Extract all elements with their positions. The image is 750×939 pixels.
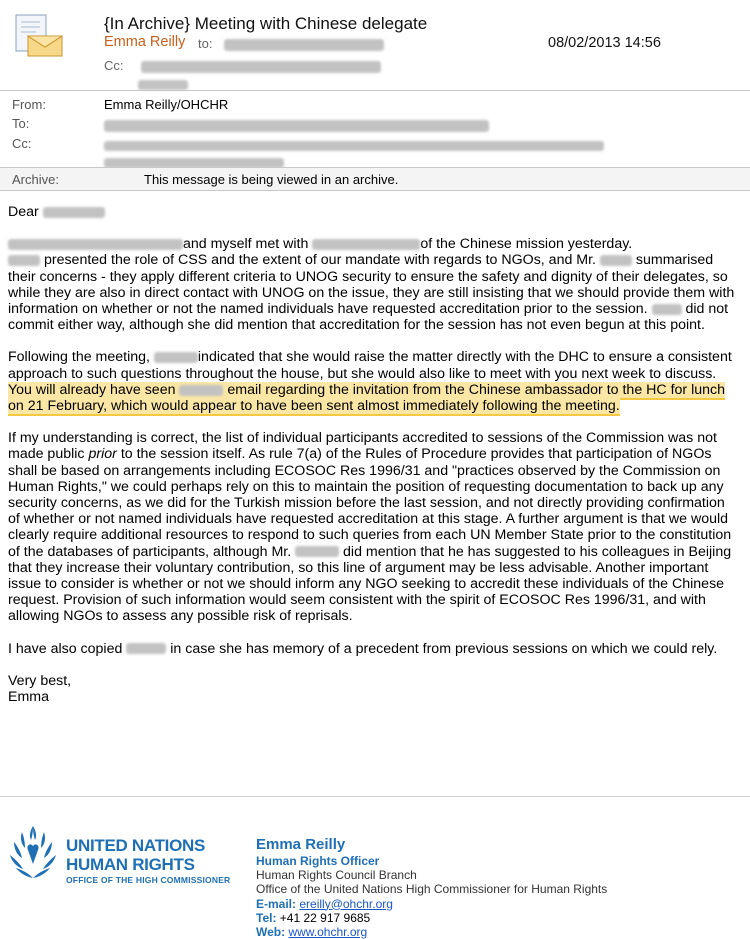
redacted-name [295,546,339,557]
message-header [0,0,750,90]
redacted-to [104,120,489,132]
logo-line-3: OFFICE OF THE HIGH COMMISSIONER [66,875,231,885]
message-date: 08/02/2013 14:56 [548,35,661,51]
to-field-label: To: [12,116,30,131]
cc-field-label: Cc: [12,136,32,151]
redacted-cc-2 [138,80,188,90]
signature-email-row: E-mail: ereilly@ohchr.org [256,896,393,911]
logo-line-1: UNITED NATIONS [66,836,206,855]
archive-banner [0,168,750,190]
redacted-name [652,304,682,315]
redacted-cc [141,61,381,73]
archive-label: Archive: [12,172,59,187]
email-link[interactable]: ereilly@ohchr.org [299,896,393,911]
from-label: From: [12,97,46,112]
cc-field-value [104,137,604,168]
redacted-name [126,643,166,654]
sender-name[interactable]: Emma Reilly [104,34,186,50]
signature-tel-row: Tel: +41 22 917 9685 [256,910,371,925]
signature-divider [0,796,750,797]
signature-web-row: Web: www.ohchr.org [256,925,368,939]
highlighted-text: You will already have seen email regarding the invitation from the Chinese ambassador to the HC for lunch on 21 February, which would appear to have been sent almost immediately following the meeting. [8,381,725,415]
redacted-name [154,352,198,363]
signature-block [256,836,607,939]
cc-label: Cc: [104,58,381,91]
redacted-name [600,255,632,266]
greeting: Dear [8,204,736,220]
un-emblem-icon [8,822,58,882]
signature-dept-1: Human Rights Council Branch [256,868,417,883]
from-value: Emma Reilly/OHCHR [104,97,229,112]
signature-name: Emma Reilly [256,836,346,853]
paragraph-4: I have also copied in case she has memory of a precedent from previous sessions on which we could rely. [8,640,718,657]
signature-title: Human Rights Officer [256,854,380,868]
envelope-icon [14,14,64,58]
paragraph-2: Following the meeting, indicated that she would raise the matter directly with the DHC to ensure a consistent approach to such questions throughout the house, but she would also like to meet with you next week to discuss. You will already have seen email regarding the invitation from the Chinese ambassador to the HC for lunch on 21 February, which would appear to have been sent almost immediately following the meeting. [8,349,732,415]
redacted-name [8,239,183,250]
header-divider [0,90,750,91]
redacted-name [312,239,420,250]
paragraph-1: and myself met with of the Chinese mission yesterday. presented the role of CSS and the extent of our mandate with regards to NGOs, and Mr. summarised their concerns - they apply different criteria to UNOG security to ensure the safety and dignity of their delegates, so while they are also in direct contact with UNOG on the issue, they are still insisting that we should provide them with information on whether or not the named individuals have requested accreditation prior to the session. did not commit either way, although she did mention that accreditation for the session has not even begun at this point. [8,236,735,334]
message-body [8,204,736,705]
sign-off: Very best, Emma [8,672,72,706]
archive-notice: This message is being viewed in an archive. [144,172,399,187]
redacted-cc-field [104,141,604,151]
redacted-recipients [224,39,384,51]
tel-value: +41 22 917 9685 [279,910,371,925]
redacted-name [43,207,105,218]
message-subject: {In Archive} Meeting with Chinese delegate [104,14,428,33]
to-label: to: [198,36,384,51]
redacted-name [179,385,223,396]
signature-dept-2: Office of the United Nations High Commissioner for Human Rights [256,882,608,897]
paragraph-3: If my understanding is correct, the list of individual participants accredited to sessions of the Commission was not made public prior to the session itself. As rule 7(a) of the Rules of Procedure provides that participation of NGOs shall be based on arrangements including ECOSOC Res 1996/31 and "practices observed by the Commission on Human Rights," we could perhaps rely on this to maintain the position of requesting documentation to back up any security concerns, as we did for the Turkish mission before the last session, and not directly providing confirmation of whether or not named individuals have requested accreditation at this stage. A further argument is that we would clearly require additional resources to respond to such queries from each UN Member State prior to the constitution of the databases of participants, although Mr. did mention that he has suggested to his colleagues in Beijing that they increase their voluntary contribution, so this line of argument may be less advisable. Another important issue to consider is whether or not we should inform any NGO seeking to accredit these individuals of the Chinese request. Provision of such information would seem consistent with the spirit of ECOSOC Res 1996/31, and with allowing NGOs to assess any possible risk of reprisals. [8,430,732,625]
archive-divider [0,190,750,191]
to-field-value [104,117,489,132]
web-link[interactable]: www.ohchr.org [288,925,368,939]
logo-line-2: HUMAN RIGHTS [66,855,195,874]
redacted-name [8,255,40,266]
